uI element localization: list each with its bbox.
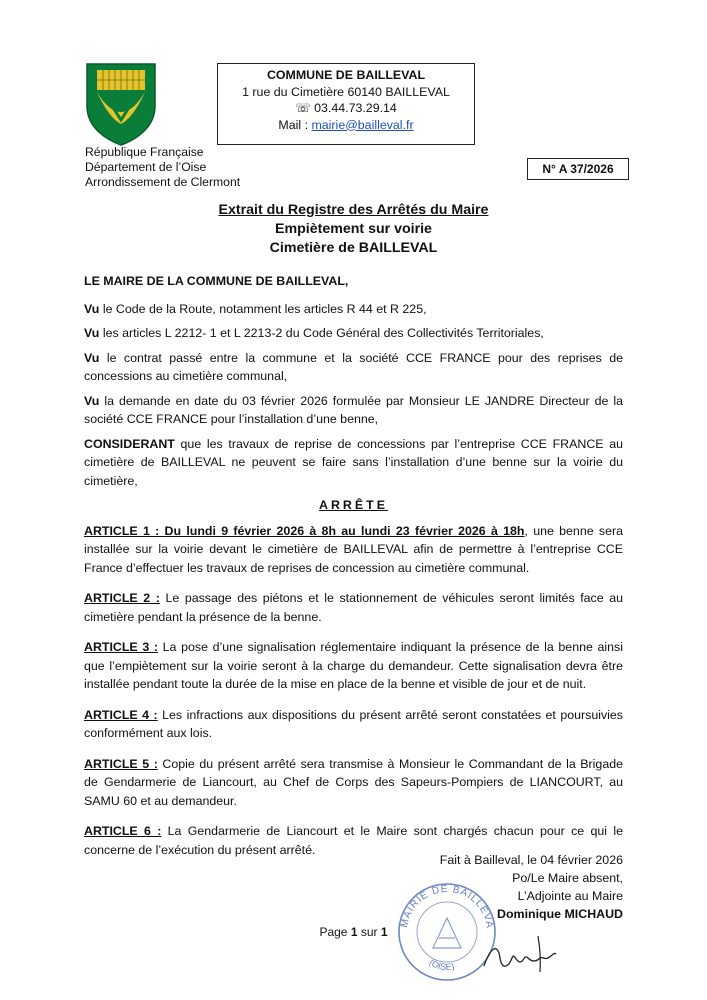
mail-label: Mail : xyxy=(278,117,312,132)
stamp-bottom-text: (OISE) xyxy=(427,957,456,973)
signature-line-3: L’Adjointe au Maire xyxy=(517,889,623,903)
article-4 xyxy=(84,706,623,743)
department-line: Département de l’Oise xyxy=(85,160,207,174)
page-label: Page xyxy=(319,925,348,939)
vu-text-3: le contrat passé entre la commune et la société CCE FRANCE pour des reprises de concessions au cimetière communal, xyxy=(84,350,623,383)
arrete-heading: ARRÊTE xyxy=(319,498,388,512)
title-empietement: Empiètement sur voirie xyxy=(275,221,432,237)
vu-word: Vu xyxy=(84,326,100,340)
document-body xyxy=(84,272,623,871)
article-label: ARTICLE 1 : xyxy=(84,523,160,538)
commune-crest xyxy=(85,62,157,146)
vu-paragraph-3 xyxy=(84,349,623,386)
document-titles xyxy=(0,201,707,258)
crest-shield-icon xyxy=(85,62,157,146)
administrative-info xyxy=(85,145,240,190)
vu-paragraph-2 xyxy=(84,324,623,343)
considerant-paragraph xyxy=(84,435,623,491)
page-current: 1 xyxy=(350,925,358,939)
commune-address-box xyxy=(217,63,475,145)
article-label: ARTICLE 5 : xyxy=(84,756,158,771)
article-text: La Gendarmerie de Liancourt et le Maire sont chargés chacun pour ce qui le concerne de l’exécution du présent arrêté. xyxy=(84,824,623,857)
article-3 xyxy=(84,638,623,694)
svg-text:(OISE) xyxy=(427,957,455,972)
commune-mail xyxy=(218,117,474,134)
vu-paragraph-4 xyxy=(84,392,623,429)
article-label: ARTICLE 2 : xyxy=(84,591,160,605)
page-total: 1 xyxy=(380,925,388,939)
article-text: Copie du présent arrêté sera transmise à Monsieur le Commandant de la Brigade de Gendarmerie de Liancourt, au Chef de Corps des Sapeurs-Pompiers de LIANCOURT, au SAMU 60 et au demandeur. xyxy=(84,756,623,808)
vu-word: Vu xyxy=(84,350,100,365)
stamp-top-text: MAIRIE DE BAILLEVA xyxy=(399,883,495,930)
article-1-dates: Du lundi 9 février 2026 à 8h au lundi 23 février 2026 à 18h xyxy=(159,523,525,538)
vu-text-4: la demande en date du 03 février 2026 formulée par Monsieur LE JANDRE Directeur de la société CCE FRANCE pour l’installation d’une benne, xyxy=(84,393,623,426)
page-number xyxy=(0,925,707,939)
article-label: ARTICLE 4 : xyxy=(84,707,158,722)
vu-word: Vu xyxy=(84,301,100,316)
commune-name: COMMUNE DE BAILLEVAL xyxy=(266,68,426,82)
article-text: Le passage des piétons et le stationnement de véhicules seront limités face au cimetière pendant la présence de la benne. xyxy=(84,591,624,624)
article-text: La pose d’une signalisation réglementaire indiquant la présence de la benne ainsi que l’empiètement sur la voirie seront à la charge du demandeur. Cette signalisation devra être installée pendant toute la durée de la mise en place de la benne et visible de jour et de nuit. xyxy=(84,640,623,691)
arrondissement-line: Arrondissement de Clermont xyxy=(85,175,241,189)
page-sep: sur xyxy=(360,925,378,939)
vu-paragraph-1 xyxy=(84,300,623,319)
signature-line-2: Po/Le Maire absent, xyxy=(512,871,623,885)
vu-word: Vu xyxy=(84,393,100,408)
vu-text-1: le Code de la Route, notamment les articles R 44 et R 225, xyxy=(99,301,427,316)
signer-name: Dominique MICHAUD xyxy=(497,907,623,921)
signature-block xyxy=(440,851,623,923)
article-label: ARTICLE 3 : xyxy=(84,640,159,654)
article-5 xyxy=(84,755,623,811)
title-cimetiere: Cimetière de BAILLEVAL xyxy=(269,240,438,256)
considerant-word: CONSIDERANT xyxy=(84,436,175,451)
article-label: ARTICLE 6 : xyxy=(84,824,162,838)
maire-heading: LE MAIRE DE LA COMMUNE DE BAILLEVAL, xyxy=(84,274,349,288)
arrete-number: N° A 37/2026 xyxy=(527,158,629,180)
commune-phone: ☏ 03.44.73.29.14 xyxy=(295,101,397,115)
commune-address: 1 rue du Cimetière 60140 BAILLEVAL xyxy=(242,84,450,99)
article-2 xyxy=(84,589,623,626)
republic-line: République Française xyxy=(85,145,204,159)
vu-text-2: les articles L 2212- 1 et L 2213-2 du Code Général des Collectivités Territoriales, xyxy=(99,326,544,340)
mail-link[interactable]: mairie@bailleval.fr xyxy=(311,117,414,132)
article-text: Les infractions aux dispositions du présent arrêté seront constatées et poursuivies conformément aux lois. xyxy=(84,707,623,740)
place-date: Fait à Bailleval, le 04 février 2026 xyxy=(439,853,623,867)
considerant-text: que les travaux de reprise de concessions par l’entreprise CCE FRANCE au cimetière de BAILLEVAL ne peuvent se faire sans l’installation d’une benne sur la voirie du cimetière, xyxy=(84,436,623,488)
article-text: , une benne sera installée sur la voirie devant le cimetière de BAILLEVAL afin de permettre à l’entreprise CCE France d’effectuer les travaux de reprises de concession au cimetière communal. xyxy=(84,523,623,575)
title-registre: Extrait du Registre des Arrêtés du Maire xyxy=(218,202,489,218)
article-1 xyxy=(84,522,623,578)
